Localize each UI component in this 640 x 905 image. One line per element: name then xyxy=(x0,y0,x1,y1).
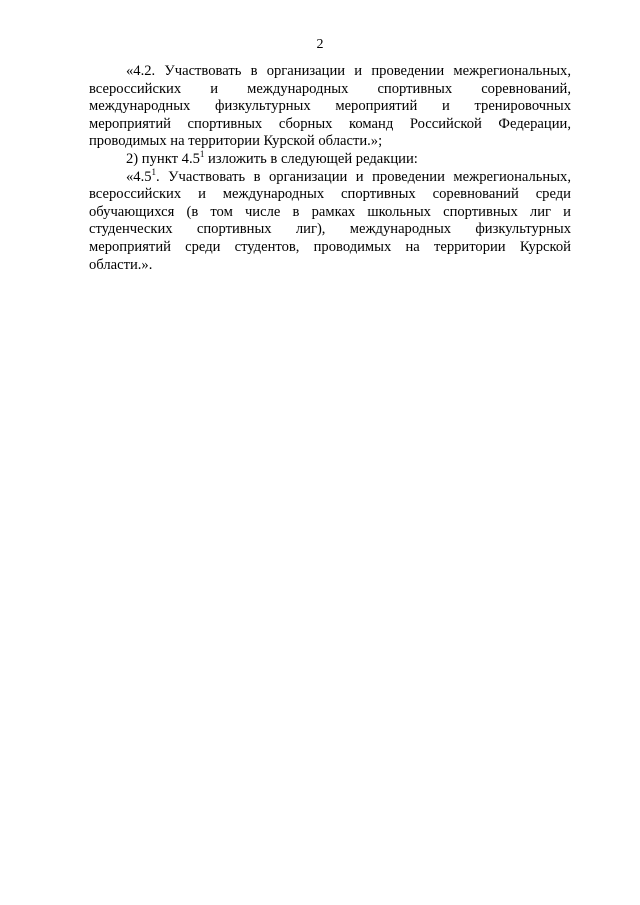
paragraph-item-2 xyxy=(89,151,571,169)
paragraph-text-before: 2) пункт 4.5 xyxy=(126,150,200,167)
document-body xyxy=(89,63,571,274)
paragraph-text-before: «4.5 xyxy=(126,168,152,185)
paragraph-text-after: изложить в следующей редакции: xyxy=(204,150,418,167)
superscript: 1 xyxy=(151,166,157,177)
superscript: 1 xyxy=(199,149,205,160)
paragraph-text: «4.2. Участвовать в организации и проведении межрегиональных, всероссийских и международных спортивных соревнований, международных физкультурных мероприятий и тренировочных мероприятий спортивных сборных команд Российской Федерации, проводимых на территории Курской области.»; xyxy=(89,63,571,150)
paragraph-clause-4-2 xyxy=(89,63,571,151)
paragraph-clause-4-5-1 xyxy=(89,166,571,275)
page-number: 2 xyxy=(316,37,324,52)
paragraph-text-after: . Участвовать в организации и проведении межрегиональных, всероссийских и международных спортивных соревнований среди обучающихся (в том числе в рамках школьных спортивных лиг и студенческих спортивных лиг), международных физкультурных мероприятий среди студентов, проводимых на территории Курской области.». xyxy=(89,168,571,273)
